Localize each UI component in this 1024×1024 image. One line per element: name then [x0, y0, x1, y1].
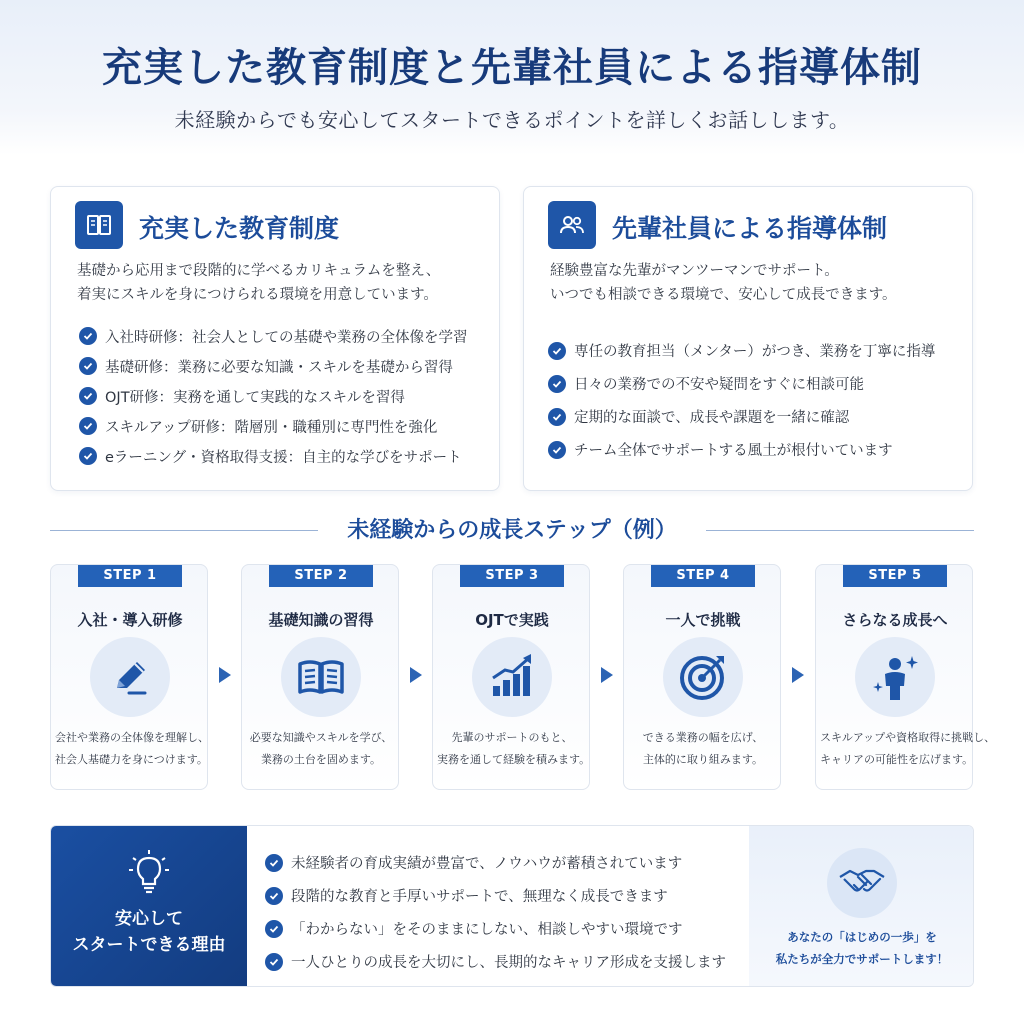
list-item-text: 「わからない」をそのままにしない、相談しやすい環境です — [291, 922, 683, 938]
step-title: さらなる成長へ — [842, 611, 948, 629]
step-arrow-icon — [410, 667, 422, 683]
step-title: OJTで実践 — [475, 611, 549, 629]
people-icon — [548, 201, 596, 249]
lightbulb-icon — [127, 848, 171, 902]
closing-message — [749, 926, 974, 970]
check-icon — [79, 417, 97, 435]
mentorship-title: 先輩社員による指導体制 — [612, 214, 888, 243]
step-arrow-icon — [792, 667, 804, 683]
reasons-label-block — [51, 826, 247, 986]
list-item — [548, 367, 935, 400]
list-item-text: 段階的な教育と手厚いサポートで、無理なく成長できます — [291, 889, 668, 905]
step-desc-line: 業務の土台を固めます。 — [260, 753, 382, 766]
list-item-text: 日々の業務での不安や疑問をすぐに相談可能 — [574, 377, 864, 393]
list-item-text: 基礎研修：業務に必要な知識・スキルを基礎から習得 — [105, 359, 453, 376]
check-icon — [79, 357, 97, 375]
list-item-text: 一人ひとりの成長を大切にし、長期的なキャリア形成を支援します — [291, 955, 726, 971]
list-item-text: OJT研修：実務を通して実践的なスキルを習得 — [105, 389, 405, 406]
target-icon — [663, 637, 743, 717]
list-item — [79, 411, 468, 441]
open-book-icon — [281, 637, 361, 717]
step-badge: STEP 4 — [651, 565, 755, 587]
step-desc — [55, 727, 209, 771]
growth-chart-icon — [472, 637, 552, 717]
check-icon — [548, 441, 566, 459]
step-desc-line: できる業務の幅を広げ、 — [642, 731, 764, 744]
step-desc — [437, 727, 591, 771]
education-desc-line: 着実にスキルを身につけられる環境を用意しています。 — [77, 287, 438, 303]
list-item-text: チーム全体でサポートする風土が根付いています — [574, 443, 893, 459]
reasons-label — [51, 906, 247, 958]
step-badge: STEP 1 — [78, 565, 182, 587]
step-desc-line: 実務を通して経験を積みます。 — [437, 753, 591, 766]
step-desc-line: キャリアの可能性を広げます。 — [820, 753, 974, 766]
list-item-text: 定期的な面談で、成長や課題を一緒に確認 — [574, 410, 850, 426]
check-icon — [548, 342, 566, 360]
reasons-list — [265, 846, 726, 978]
step-card-4 — [623, 564, 781, 790]
education-list — [79, 321, 468, 471]
mentorship-desc — [550, 259, 897, 307]
check-icon — [265, 953, 283, 971]
mentorship-card — [523, 186, 973, 491]
check-icon — [265, 920, 283, 938]
mentorship-desc-line: 経験豊富な先輩がマンツーマンでサポート。 — [550, 263, 839, 279]
check-icon — [79, 447, 97, 465]
list-item — [548, 433, 935, 466]
closing-line: あなたの「はじめの一歩」を — [787, 930, 937, 944]
step-title: 基礎知識の習得 — [268, 611, 374, 629]
step-desc-line: 会社や業務の全体像を理解し、 — [55, 731, 209, 744]
step-title: 一人で挑戦 — [665, 611, 741, 629]
step-title: 入社・導入研修 — [77, 611, 183, 629]
step-desc-line: 主体的に取り組みます。 — [642, 753, 764, 766]
step-arrow-icon — [601, 667, 613, 683]
list-item — [79, 351, 468, 381]
check-icon — [79, 387, 97, 405]
step-card-2 — [241, 564, 399, 790]
step-desc-line: 必要な知識やスキルを学び、 — [249, 731, 393, 744]
check-icon — [265, 854, 283, 872]
book-icon — [75, 201, 123, 249]
step-badge: STEP 2 — [269, 565, 373, 587]
reasons-label-line: 安心して — [115, 909, 183, 929]
check-icon — [548, 375, 566, 393]
step-desc — [246, 727, 396, 771]
step-desc — [820, 727, 996, 771]
step-arrow-icon — [219, 667, 231, 683]
check-icon — [265, 887, 283, 905]
mentorship-desc-line: いつでも相談できる環境で、安心して成長できます。 — [550, 287, 897, 303]
step-card-3 — [432, 564, 590, 790]
mentorship-list — [548, 334, 935, 466]
check-icon — [548, 408, 566, 426]
closing-line: 私たちが全力でサポートします！ — [775, 952, 949, 966]
handshake-icon — [827, 848, 897, 918]
list-item — [265, 912, 726, 945]
page-subtitle: 未経験からでも安心してスタートできるポイントを詳しくお話しします。 — [174, 108, 850, 132]
education-desc-line: 基礎から応用まで段階的に学べるカリキュラムを整え、 — [77, 263, 441, 279]
step-badge: STEP 5 — [843, 565, 947, 587]
steps-section-title: 未経験からの成長ステップ（例） — [347, 518, 677, 543]
education-card — [50, 186, 500, 491]
list-item-text: eラーニング・資格取得支援：自主的な学びをサポート — [105, 449, 462, 466]
closing-block — [749, 826, 974, 986]
step-badge: STEP 3 — [460, 565, 564, 587]
step-desc — [628, 727, 778, 771]
education-title: 充実した教育制度 — [139, 214, 340, 243]
step-desc-line: 先輩のサポートのもと、 — [451, 731, 573, 744]
list-item-text: 専任の教育担当（メンター）がつき、業務を丁寧に指導 — [574, 344, 936, 360]
pencil-icon — [90, 637, 170, 717]
list-item — [265, 846, 726, 879]
list-item — [265, 945, 726, 978]
list-item — [265, 879, 726, 912]
education-desc — [77, 259, 440, 307]
list-item-text: スキルアップ研修：階層別・職種別に専門性を強化 — [105, 419, 438, 436]
reasons-panel — [50, 825, 974, 987]
step-desc-line: 社会人基礎力を身につけます。 — [55, 753, 208, 766]
list-item-text: 入社時研修：社会人としての基礎や業務の全体像を学習 — [105, 329, 468, 346]
list-item — [79, 321, 468, 351]
person-sparkle-icon — [855, 637, 935, 717]
page-title: 充実した教育制度と先輩社員による指導体制 — [102, 45, 922, 91]
list-item — [548, 400, 935, 433]
step-card-1 — [50, 564, 208, 790]
check-icon — [79, 327, 97, 345]
list-item-text: 未経験者の育成実績が豊富で、ノウハウが蓄積されています — [291, 856, 683, 872]
list-item — [548, 334, 935, 367]
step-desc-line: スキルアップや資格取得に挑戦し、 — [820, 731, 996, 744]
step-card-5 — [815, 564, 996, 790]
reasons-label-line: スタートできる理由 — [72, 935, 226, 955]
hero-banner — [0, 0, 1024, 155]
list-item — [79, 381, 468, 411]
list-item — [79, 441, 468, 471]
